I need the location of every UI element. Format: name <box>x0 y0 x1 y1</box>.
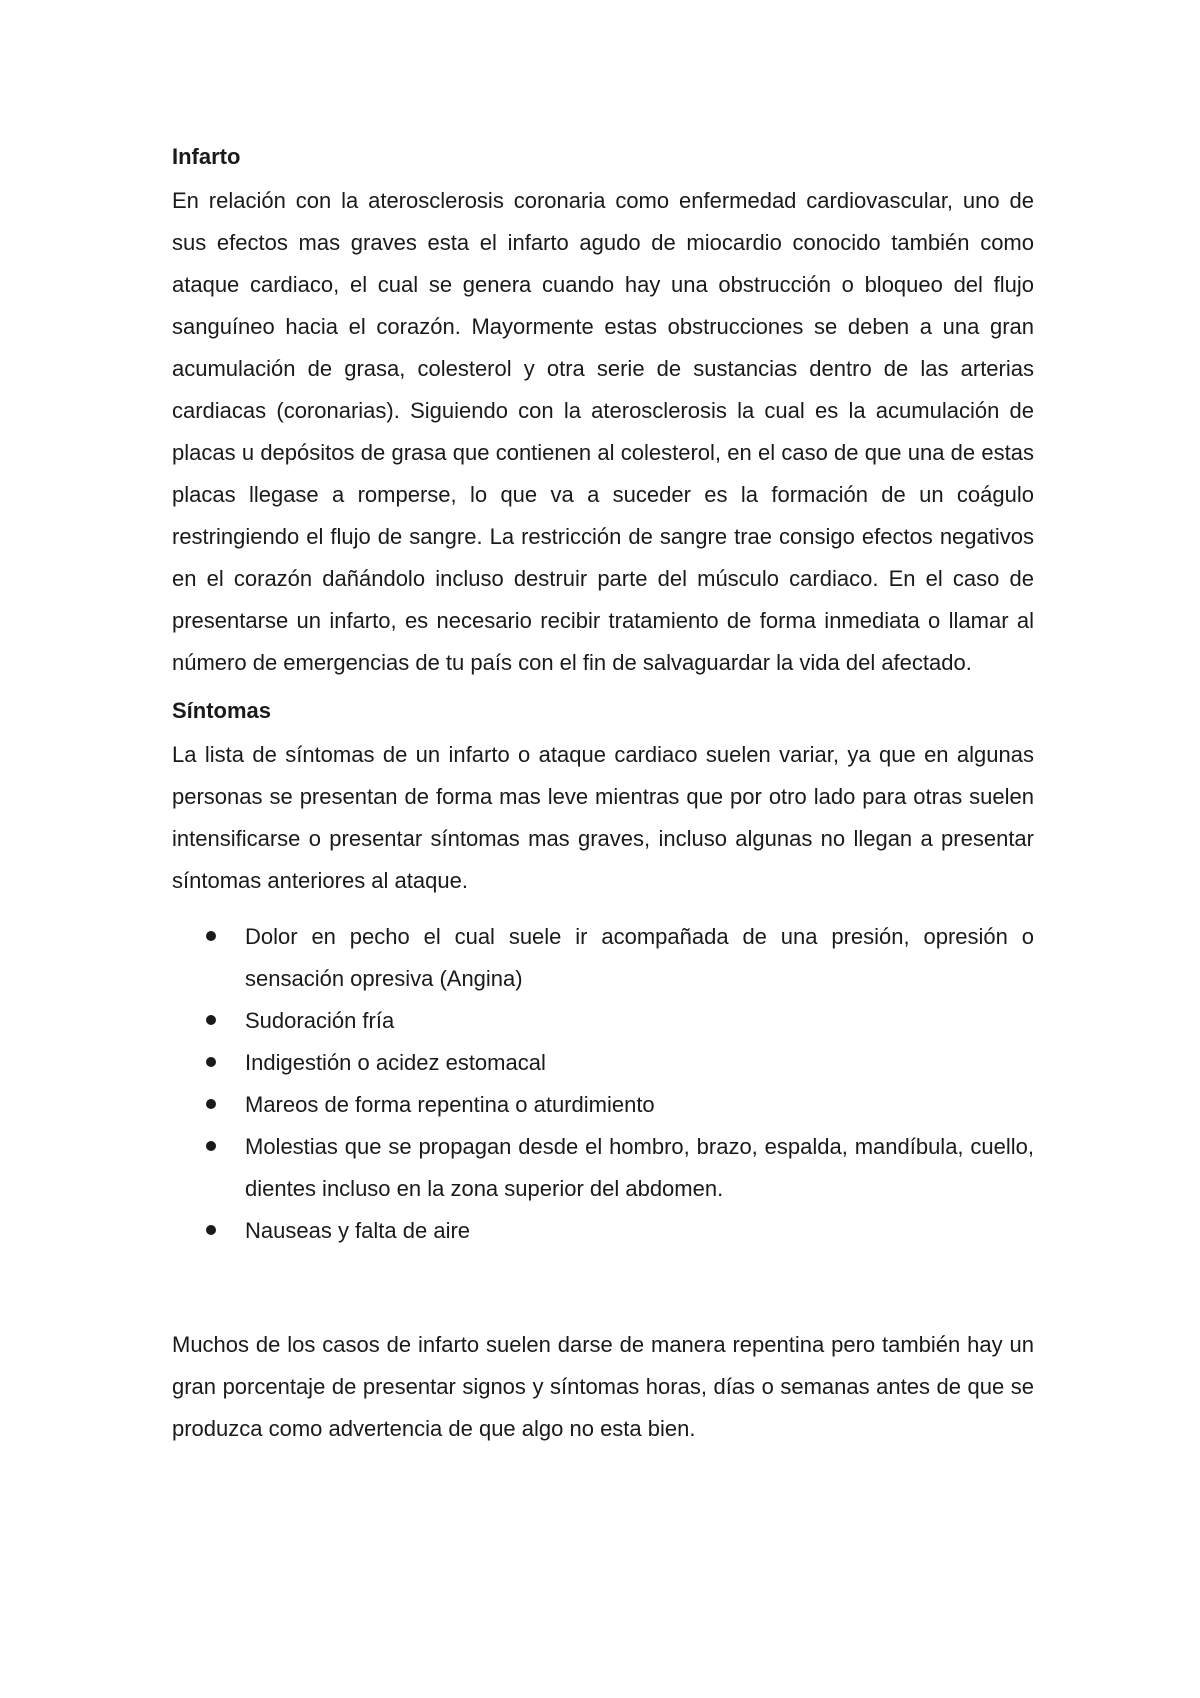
list-item-text: Sudoración fría <box>245 1008 395 1033</box>
list-item-text: Dolor en pecho el cual suele ir acompañada de una presión, opresión o sensación opresiva (Angina) <box>245 924 1034 991</box>
list-item <box>172 1126 1034 1210</box>
symptom-list <box>172 916 1034 1252</box>
list-item <box>172 1210 1034 1252</box>
bullet-icon <box>206 1015 216 1025</box>
paragraph-sintomas-intro: La lista de síntomas de un infarto o ataque cardiaco suelen variar, ya que en algunas personas se presentan de forma mas leve mientras que por otro lado para otras suelen intensificarse o presentar síntomas mas graves, incluso algunas no llegan a presentar síntomas anteriores al ataque. <box>172 742 1034 893</box>
section-spacer <box>172 684 1034 696</box>
list-item <box>172 1042 1034 1084</box>
section-heading-infarto: Infarto <box>172 144 241 169</box>
list-item <box>172 916 1034 1000</box>
list-item-text: Indigestión o acidez estomacal <box>245 1050 546 1075</box>
list-item-text: Mareos de forma repentina o aturdimiento <box>245 1092 655 1117</box>
bullet-icon <box>206 931 216 941</box>
paragraph-closing: Muchos de los casos de infarto suelen darse de manera repentina pero también hay un gran porcentaje de presentar signos y síntomas horas, días o semanas antes de que se produzca como advertencia de que algo no esta bien. <box>172 1332 1034 1441</box>
bullet-icon <box>206 1225 216 1235</box>
section-heading-sintomas: Síntomas <box>172 698 272 723</box>
list-item <box>172 1084 1034 1126</box>
list-item <box>172 1000 1034 1042</box>
bullet-icon <box>206 1141 216 1151</box>
document-body <box>172 142 1034 1450</box>
paragraph-infarto: En relación con la aterosclerosis coronaria como enfermedad cardiovascular, uno de sus efectos mas graves esta el infarto agudo de miocardio conocido también como ataque cardiaco, el cual se genera cuando hay una obstrucción o bloqueo del flujo sanguíneo hacia el corazón. Mayormente estas obstrucciones se deben a una gran acumulación de grasa, colesterol y otra serie de sustancias dentro de las arterias cardiacas (coronarias). Siguiendo con la aterosclerosis la cual es la acumulación de placas u depósitos de grasa que contienen al colesterol, en el caso de que una de estas placas llegase a romperse, lo que va a suceder es la formación de un coágulo restringiendo el flujo de sangre. La restricción de sangre trae consigo efectos negativos en el corazón dañándolo incluso destruir parte del músculo cardiaco. En el caso de presentarse un infarto, es necesario recibir tratamiento de forma inmediata o llamar al número de emergencias de tu país con el fin de salvaguardar la vida del afectado. <box>172 188 1034 675</box>
bullet-icon <box>206 1057 216 1067</box>
list-item-text: Nauseas y falta de aire <box>245 1218 471 1243</box>
list-item-text: Molestias que se propagan desde el hombro, brazo, espalda, mandíbula, cuello, dientes incluso en la zona superior del abdomen. <box>245 1134 1034 1201</box>
section-spacer <box>172 1252 1034 1324</box>
bullet-icon <box>206 1099 216 1109</box>
